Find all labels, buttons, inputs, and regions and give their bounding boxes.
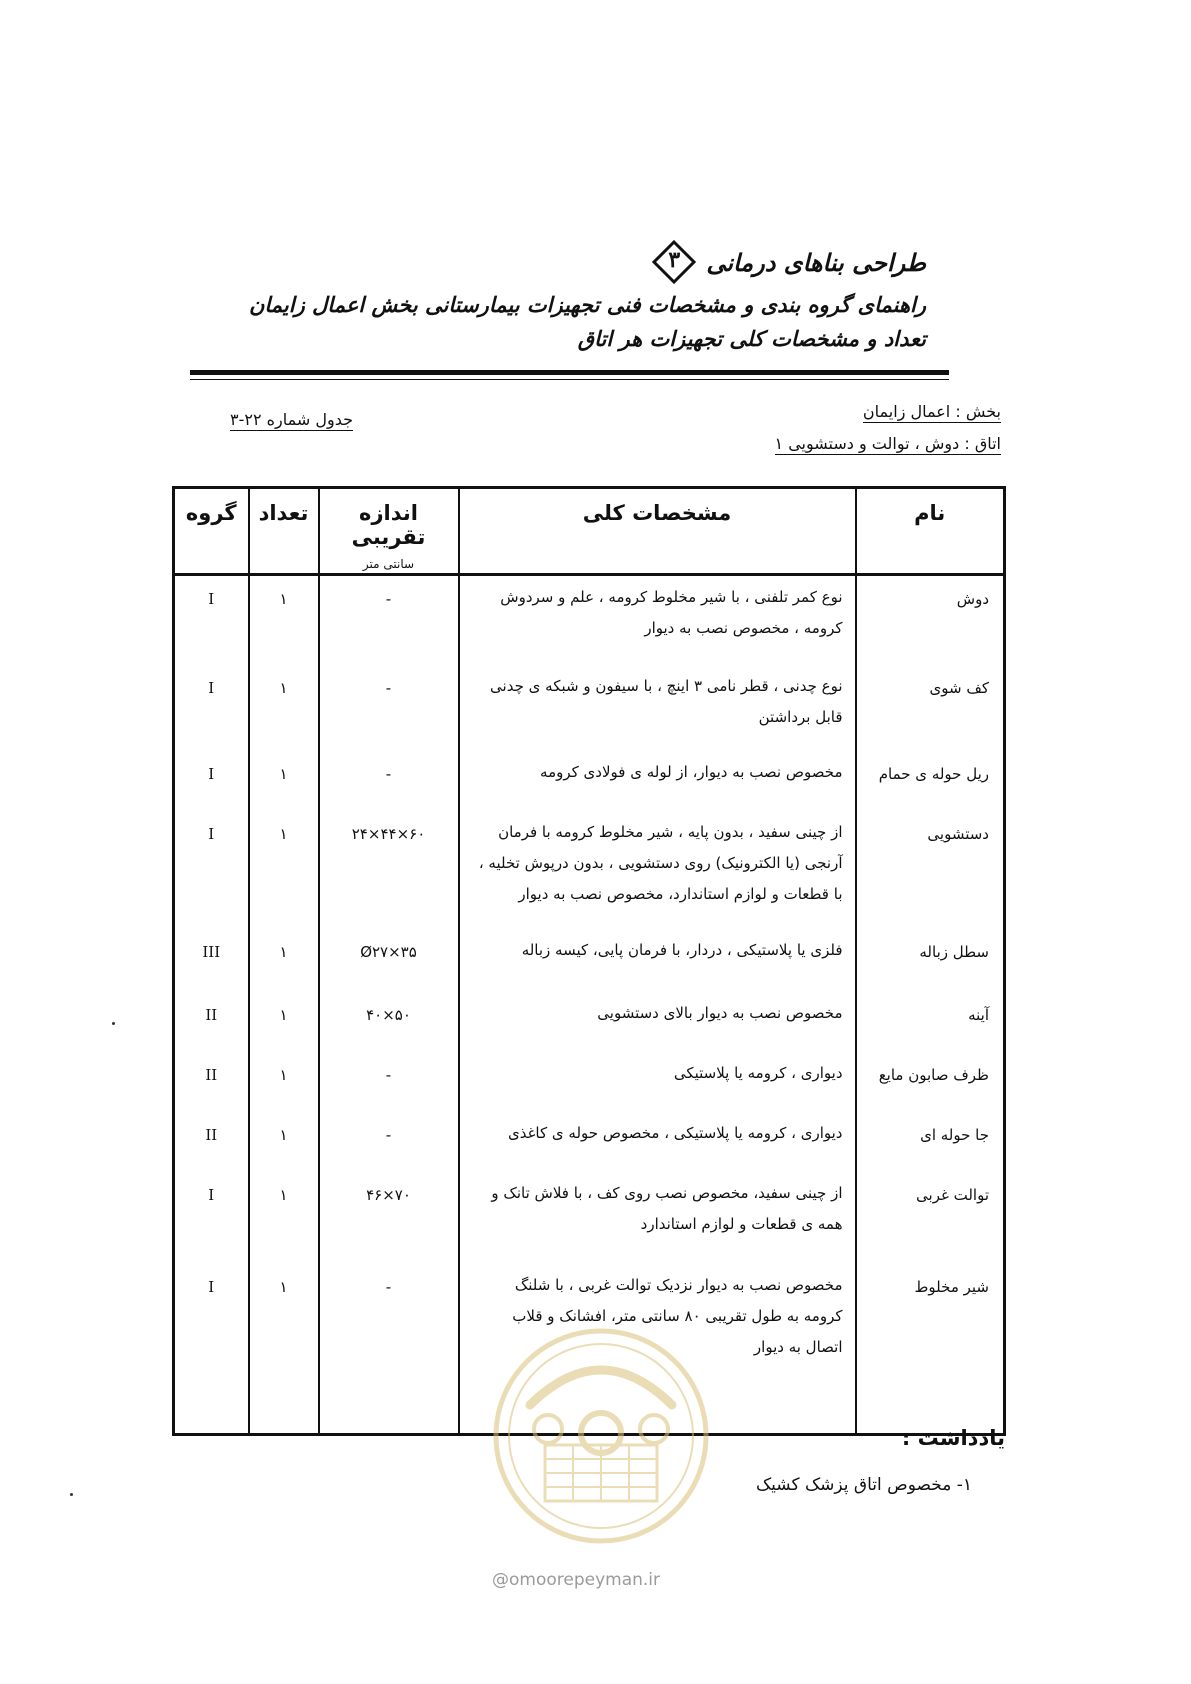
cell-spec: از چینی سفید، مخصوص نصب روی کف ، با فلاش تانک و همه ی قطعات و لوازم استاندارد (459, 1172, 856, 1264)
cell-name: آینه (856, 992, 1005, 1052)
table-header-row (174, 488, 1005, 575)
cell-count: ۱ (249, 1264, 319, 1435)
header-name: نام (856, 488, 1005, 575)
cell-spec: مخصوص نصب به دیوار نزدیک توالت غربی ، با شلنگ کرومه به طول تقریبی ۸۰ سانتی متر، افشانک و قلاب اتصال به دیوار (459, 1264, 856, 1435)
cell-count: ۱ (249, 665, 319, 751)
table-row (174, 1172, 1005, 1264)
volume-badge-icon (652, 240, 696, 284)
cell-count: ۱ (249, 575, 319, 665)
cell-name: سطل زباله (856, 929, 1005, 992)
cell-name: شیر مخلوط (856, 1264, 1005, 1435)
cell-group: I (174, 1264, 249, 1435)
cell-size: ۵۰×۴۰ (319, 992, 459, 1052)
cell-size: - (319, 575, 459, 665)
cell-group: III (174, 929, 249, 992)
cell-count: ۱ (249, 751, 319, 811)
cell-group: I (174, 665, 249, 751)
cell-name: ریل حوله ی حمام (856, 751, 1005, 811)
header-size: اندازه تقریبی سانتی متر (319, 488, 459, 575)
cell-name: دوش (856, 575, 1005, 665)
cell-count: ۱ (249, 929, 319, 992)
cell-name: ظرف صابون مایع (856, 1052, 1005, 1112)
cell-spec: فلزی یا پلاستیکی ، دردار، با فرمان پایی، کیسه زباله (459, 929, 856, 992)
cell-count: ۱ (249, 1112, 319, 1172)
volume-badge-number: ۳ (668, 247, 681, 273)
table-row (174, 575, 1005, 665)
cell-group: II (174, 992, 249, 1052)
scan-speck (70, 1493, 73, 1496)
section-label: بخش : اعمال زایمان (862, 402, 1001, 421)
cell-group: I (174, 751, 249, 811)
cell-name: توالت غربی (856, 1172, 1005, 1264)
title-text: طراحی بناهای درمانی (706, 247, 926, 277)
cell-group: I (174, 575, 249, 665)
cell-group: I (174, 1172, 249, 1264)
table-row (174, 1052, 1005, 1112)
cell-size: ۶۰×۴۴×۲۴ (319, 811, 459, 929)
cell-spec: از چینی سفید ، بدون پایه ، شیر مخلوط کرومه با فرمان آرنجی (یا الکترونیک) روی دستشویی ، بدون درپوش تخلیه ، با قطعات و لوازم استاندارد، مخصوص نصب به دیوار (459, 811, 856, 929)
omoorepeyman-logo-watermark (490, 1325, 712, 1547)
cell-size: - (319, 1052, 459, 1112)
table-number: جدول شماره ۲۲-۳ (230, 410, 354, 429)
cell-group: I (174, 811, 249, 929)
watermark-url: @omoorepeyman.ir (492, 1570, 661, 1590)
table-row (174, 665, 1005, 751)
header-group: گروه (174, 488, 249, 575)
cell-group: II (174, 1112, 249, 1172)
header-rule-thin (190, 379, 949, 380)
cell-size: - (319, 1112, 459, 1172)
cell-size: - (319, 1264, 459, 1435)
cell-group: II (174, 1052, 249, 1112)
header-spec: مشخصات کلی (459, 488, 856, 575)
table-row (174, 1112, 1005, 1172)
cell-name: کف شوی (856, 665, 1005, 751)
cell-count: ۱ (249, 1172, 319, 1264)
header-rule (190, 370, 949, 375)
cell-spec: دیواری ، کرومه یا پلاستیکی ، مخصوص حوله ی کاغذی (459, 1112, 856, 1172)
cell-spec: دیواری ، کرومه یا پلاستیکی (459, 1052, 856, 1112)
equipment-table (172, 486, 1006, 1436)
room-label: اتاق : دوش ، توالت و دستشویی ۱ (774, 434, 1001, 453)
cell-count: ۱ (249, 992, 319, 1052)
cell-size: - (319, 751, 459, 811)
table-row (174, 811, 1005, 929)
cell-size: - (319, 665, 459, 751)
subtitle-room-specs: تعداد و مشخصات کلی تجهیزات هر اتاق (577, 326, 926, 351)
cell-count: ۱ (249, 811, 319, 929)
subtitle-guide: راهنمای گروه بندی و مشخصات فنی تجهیزات بیمارستانی بخش اعمال زایمان (248, 292, 926, 317)
cell-size: ۷۰×۴۶ (319, 1172, 459, 1264)
scan-speck (112, 1022, 115, 1025)
cell-count: ۱ (249, 1052, 319, 1112)
table-row (174, 929, 1005, 992)
cell-name: جا حوله ای (856, 1112, 1005, 1172)
page-title (652, 240, 926, 284)
note-item: ۱- مخصوص اتاق پزشک کشیک (755, 1475, 972, 1495)
cell-spec: مخصوص نصب به دیوار، از لوله ی فولادی کرومه (459, 751, 856, 811)
header-size-unit: سانتی متر (362, 557, 415, 571)
cell-size: Ø۲۷×۳۵ (319, 929, 459, 992)
cell-spec: مخصوص نصب به دیوار بالای دستشویی (459, 992, 856, 1052)
notes-title: یادداشت : (901, 1426, 1005, 1450)
cell-name: دستشویی (856, 811, 1005, 929)
header-count: تعداد (249, 488, 319, 575)
table-row (174, 992, 1005, 1052)
table-row (174, 751, 1005, 811)
cell-spec: نوع کمر تلفنی ، با شیر مخلوط کرومه ، علم و سردوش کرومه ، مخصوص نصب به دیوار (459, 575, 856, 665)
cell-spec: نوع چدنی ، قطر نامی ۳ اینچ ، با سیفون و شبکه ی چدنی قابل برداشتن (459, 665, 856, 751)
